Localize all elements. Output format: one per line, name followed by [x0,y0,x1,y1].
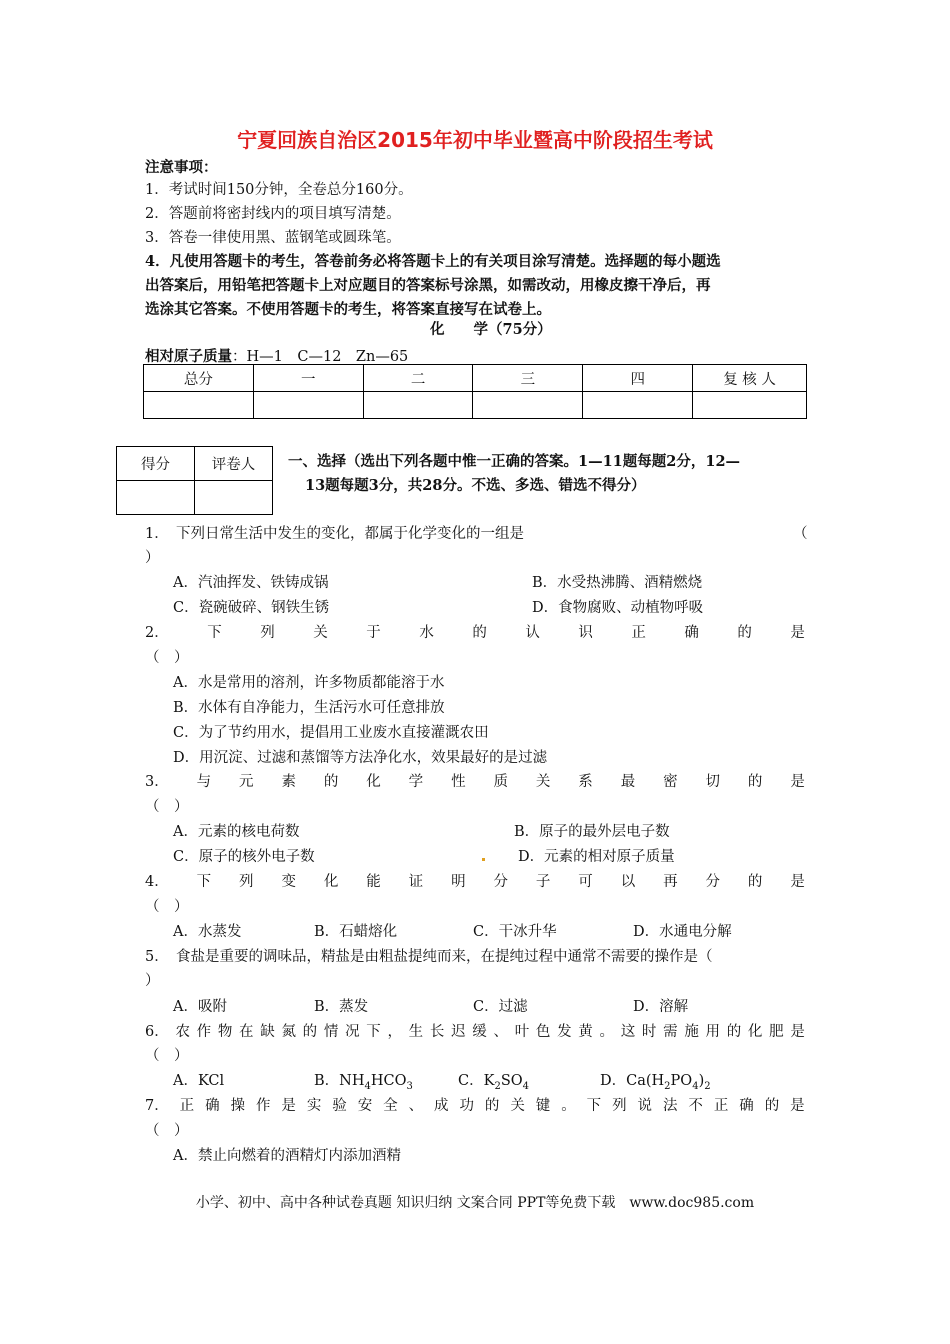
q4-token: 4． [145,874,169,890]
q6-token: 情 [323,1024,339,1040]
q1-option-c: C．瓷碗破碎、钢铁生锈 [173,600,330,616]
q6-token: 生 [408,1024,424,1040]
q3-option-d: D．元素的相对原子质量 [518,849,675,865]
q7-token: 、 [408,1098,424,1114]
q6-token: 下 [366,1024,381,1040]
score-cell-1[interactable] [253,392,363,419]
q7-option-a: A．禁止向燃着的酒精灯内添加酒精 [173,1148,401,1164]
q5-option-b: B．蒸发 [314,999,369,1015]
q6-token: 农 [175,1024,190,1040]
grader-header-score: 得分 [117,447,195,481]
section1-heading-line-1: 一、选择（选出下列各题中惟一正确的答案。1—11题每题2分，12— [288,453,741,470]
q1-stem: 1． 下列日常生活中发生的变化，都属于化学变化的一组是 [145,526,524,542]
notice-item-3: 3．答卷一律使用黑、蓝钢笔或圆珠笔。 [145,230,401,246]
q3-token: 3． [145,774,169,790]
q6-token: 况 [345,1024,360,1040]
q2-token: 识 [578,625,593,641]
q3-stem [145,770,805,794]
subject-heading: 化 学（75分） [430,321,552,338]
q4-option-d: D．水通电分解 [633,924,732,940]
q7-token: 。 [561,1098,576,1114]
q6-d-text: ) [698,1073,705,1089]
grader-header-grader: 评卷人 [195,447,273,481]
q4-option-b: B．石蜡熔化 [314,924,398,940]
q6-d-text: PO [670,1073,693,1089]
q7-token: 作 [255,1098,271,1114]
q7-token: 的 [764,1098,780,1114]
q2-token: 确 [684,625,699,641]
q1-option-b: B．水受热沸腾、酒精燃烧 [532,575,703,591]
q6-token: ， [387,1024,402,1040]
q6-d-subscript: 2 [664,1080,671,1092]
notice-item-4-line-2: 出答案后，用铅笔把答题卡上对应题目的答案标号涂黑，如需改动，用橡皮擦干净后，再 [145,277,711,294]
q4-token: 分 [493,874,508,890]
q2-option-c: C．为了节约用水，提倡用工业废水直接灌溉农田 [173,725,489,741]
score-table [143,364,807,419]
score-header-2: 二 [363,365,473,392]
q6-token: 的 [302,1024,318,1040]
q7-token: 下 [586,1098,602,1114]
q6-token: 色 [535,1024,551,1040]
q6-token: 是 [790,1024,805,1040]
q2-token: 关 [313,625,328,641]
q3-token: 是 [790,774,805,790]
page-footer: 小学、初中、高中各种试卷真题 知识归纳 文案合同 PPT等免费下载 www.doc985.com [195,1195,755,1211]
q3-token: 学 [408,774,424,790]
q6-token: 需 [663,1024,678,1040]
q2-token: 正 [631,625,646,641]
q5-option-d: D．溶解 [633,999,689,1015]
q6-paren: （ ） [145,1048,189,1064]
q2-token: 下 [207,625,222,641]
q4-token: 证 [408,874,424,890]
q3-token: 元 [239,774,254,790]
q3-token: 素 [281,774,296,790]
q3-token: 性 [451,774,466,790]
q6-token: 时 [641,1024,657,1040]
q6-token: 缓 [472,1024,487,1040]
q4-token: 化 [323,874,339,890]
q3-token: 化 [366,774,381,790]
q4-option-a: A．水蒸发 [173,924,242,940]
q4-option-c: C．干冰升华 [473,924,557,940]
q7-token: 7． [145,1098,169,1114]
notice-item-2: 2．答题前将密封线内的项目填写清楚。 [145,206,401,222]
score-header-total: 总分 [144,365,254,392]
q2-option-d: D．用沉淀、过滤和蒸馏等方法净化水，效果最好的是过滤 [173,750,548,766]
q6-token: 长 [429,1024,445,1040]
q7-token: 确 [205,1098,220,1114]
notice-item-4-line-3: 选涂其它答案。不使用答题卡的考生，将答案直接写在试卷上。 [145,301,551,318]
q3-option-b: B．原子的最外层电子数 [514,824,670,840]
q6-token: 施 [684,1024,699,1040]
q1-paren-close: ） [145,550,160,566]
notice-heading: 注意事项： [145,159,218,176]
q6-token: 的 [726,1024,742,1040]
q6-token: 6． [145,1024,169,1040]
score-cell-3[interactable] [473,392,583,419]
q6-token: 物 [217,1024,233,1040]
q3-option-c: C．原子的核外电子数 [173,849,315,865]
q3-paren: （ ） [145,799,189,815]
q6-c-subscript: 4 [522,1080,530,1092]
q1-option-d: D．食物腐败、动植物呼吸 [532,600,704,616]
q4-token: 列 [239,874,254,890]
q6-d-subscript: 2 [704,1080,711,1092]
q2-token: 的 [737,625,752,641]
q7-token: 安 [357,1098,373,1114]
q6-d-subscript: 4 [692,1080,699,1092]
q2-option-a: A．水是常用的溶剂，许多物质都能溶于水 [173,675,445,691]
q5-option-a: A．吸附 [173,999,227,1015]
q4-token: 下 [196,874,212,890]
q2-paren: （ ） [145,650,189,666]
q7-token: 正 [713,1098,729,1114]
q4-token: 再 [663,874,678,890]
q6-token: 、 [493,1024,508,1040]
q7-token: 功 [459,1098,474,1114]
atomic-mass-label: 相对原子质量 [145,348,232,365]
q2-option-b: B．水体有自净能力，生活污水可任意排放 [173,700,445,716]
score-header-4: 四 [583,365,693,392]
grader-table [116,446,273,515]
q3-token: 的 [323,774,339,790]
q6-token: 缺 [260,1024,275,1040]
q6-token: 用 [705,1024,721,1040]
score-cell-reviewer[interactable] [693,392,807,419]
q1-paren-open: （ [793,526,808,542]
section1-heading-line-2: 13题每题3分，共28分。不选、多选、错选不得分） [305,477,646,494]
q6-token: 。 [599,1024,614,1040]
score-header-1: 一 [253,365,363,392]
q7-token: 验 [332,1098,347,1114]
q6-c-subscript: 2 [494,1080,501,1092]
notice-item-1: 1．考试时间150分钟，全卷总分160分。 [145,182,413,198]
stray-mark-dot [482,858,485,861]
q7-stem [145,1094,805,1118]
q7-token: 操 [230,1098,246,1114]
notice-item-4-line-1: 4．凡使用答题卡的考生，答卷前务必将答题卡上的有关项目涂写清楚。选择题的每小题选 [145,253,721,270]
q4-token: 可 [578,874,593,890]
q7-token: 的 [484,1098,500,1114]
q6-b-text: B．NH [314,1073,365,1089]
q7-token: 关 [510,1098,525,1114]
q3-token: 的 [747,774,763,790]
q3-token: 系 [578,774,593,790]
q2-stem [145,621,805,645]
q5-option-c: C．过滤 [473,999,528,1015]
atomic-mass-values: ：H—1 C—12 Zn—65 [232,349,409,365]
q6-token: 迟 [451,1024,466,1040]
q2-token: 认 [525,625,540,641]
q4-token: 分 [705,874,721,890]
q6-b-subscript: 4 [364,1080,371,1092]
q4-token: 明 [451,874,466,890]
grader-cell-grader[interactable] [195,481,273,515]
q7-token: 键 [535,1098,551,1114]
q1-option-a: A．汽油挥发、铁铸成锅 [173,575,329,591]
q7-token: 列 [612,1098,627,1114]
q3-token: 切 [705,774,721,790]
q7-token: 不 [688,1098,703,1114]
q4-token: 子 [535,874,551,890]
q4-token: 变 [281,874,296,890]
q7-token: 全 [383,1098,398,1114]
q6-token: 叶 [514,1024,530,1040]
q7-paren: （ ） [145,1123,189,1139]
q4-paren: （ ） [145,899,189,915]
q6-token: 发 [557,1024,572,1040]
q3-token: 关 [535,774,551,790]
q3-token: 最 [620,774,636,790]
q6-token: 肥 [769,1024,784,1040]
score-header-reviewer: 复 核 人 [693,365,807,392]
q3-token: 与 [196,774,212,790]
q7-token: 法 [662,1098,678,1114]
q2-token: 于 [366,625,381,641]
score-cell-total[interactable] [144,392,254,419]
q7-token: 说 [637,1098,653,1114]
score-header-3: 三 [473,365,583,392]
q5-stem: 5． 食盐是重要的调味品，精盐是由粗盐提纯而来，在提纯过程中通常不需要的操作是（ [145,949,713,965]
q7-token: 正 [179,1098,195,1114]
score-cell-2[interactable] [363,392,473,419]
q3-token: 密 [663,774,678,790]
q6-c-text: SO [500,1073,523,1089]
q2-token: 是 [790,625,805,641]
q6-d-text: D．Ca(H [600,1073,665,1089]
q6-token: 化 [747,1024,763,1040]
q6-b-subscript: 3 [406,1080,413,1092]
q7-token: 成 [434,1098,449,1114]
q6-option-a: A．KCl [173,1073,225,1089]
q6-b-text: HCO [370,1073,407,1089]
q6-c-text: C．K [458,1073,495,1089]
q7-token: 确 [739,1098,754,1114]
q2-token: 的 [472,625,487,641]
exam-title: 宁夏回族自治区2015年初中毕业暨高中阶段招生考试 [237,128,713,152]
q7-token: 实 [306,1098,322,1114]
q6-token: 氮 [281,1024,296,1040]
q6-token: 这 [620,1024,636,1040]
q4-token: 能 [366,874,381,890]
q4-token: 以 [620,874,636,890]
q7-token: 是 [281,1098,296,1114]
q2-token: 2． [145,625,169,641]
q6-token: 在 [239,1024,254,1040]
q4-token: 是 [790,874,805,890]
q6-token: 黄 [578,1024,593,1040]
q7-token: 是 [790,1098,805,1114]
q2-token: 水 [419,625,434,641]
q4-token: 的 [747,874,763,890]
q3-token: 质 [493,774,508,790]
q5-paren-close: ） [145,973,160,989]
q4-stem [145,870,805,894]
grader-cell-score[interactable] [117,481,195,515]
q6-token: 作 [196,1024,212,1040]
q2-token: 列 [260,625,275,641]
q6-stem [145,1020,805,1044]
q3-option-a: A．元素的核电荷数 [173,824,300,840]
score-cell-4[interactable] [583,392,693,419]
